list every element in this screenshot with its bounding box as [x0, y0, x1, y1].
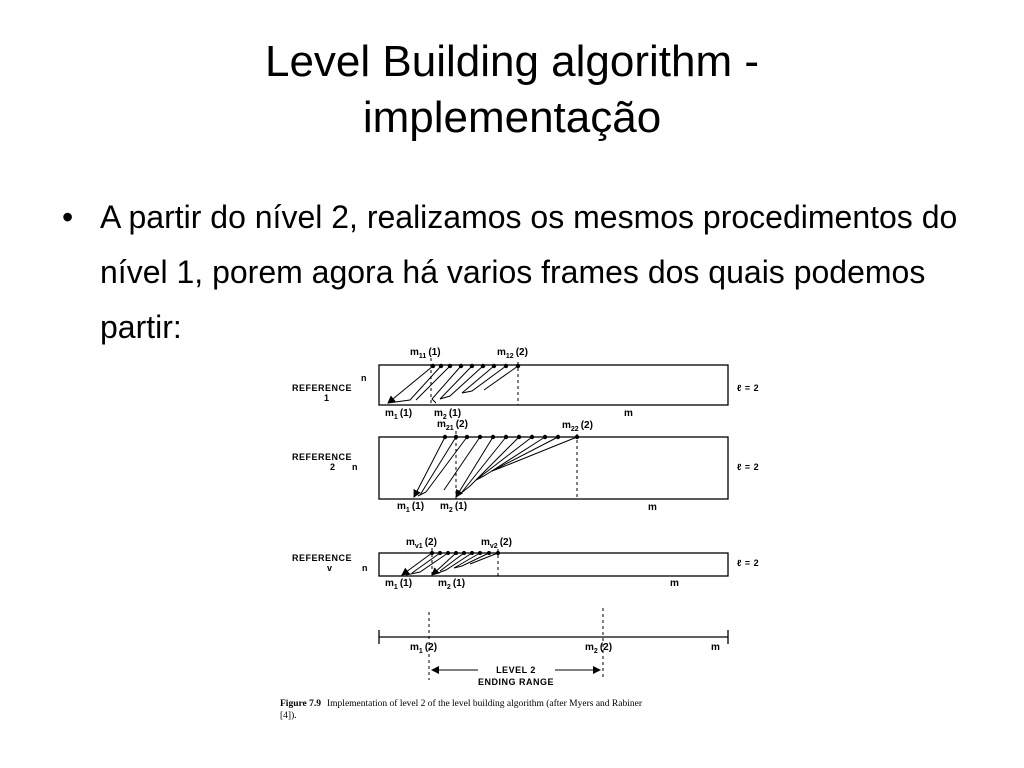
- reference-2-label-m2: $m_2$ (1): [440, 501, 468, 514]
- reference-1-label-m: m: [624, 408, 633, 419]
- range-label-line-1: LEVEL 2: [496, 665, 536, 675]
- reference-2-label: REFERENCE: [292, 452, 353, 462]
- reference-1-label-m2: $m_2$ (1): [434, 408, 462, 421]
- axis-label-m: m: [711, 642, 720, 653]
- reference-v-label: REFERENCE: [292, 553, 353, 563]
- axis-label-m1: $m_1$ (2): [410, 642, 438, 655]
- reference-v-label-m2: $m_2$ (1): [438, 578, 466, 591]
- figure-caption: [280, 698, 643, 721]
- reference-1-number: 1: [324, 393, 330, 403]
- reference-v-label-m1: $m_1$ (1): [385, 578, 413, 591]
- reference-v-label-m: m: [670, 578, 679, 589]
- slide-title-line-1: Level Building algorithm -: [264, 37, 760, 86]
- reference-v-label-mv2: $m_{v2}$ (2): [481, 537, 512, 550]
- axis-label-m2: $m_2$ (2): [585, 642, 613, 655]
- reference-1-paths: [388, 366, 518, 403]
- reference-2-n-label: n: [352, 462, 358, 472]
- reference-1-level-label: ℓ = 2: [737, 383, 760, 393]
- reference-2-label-m22: $m_{22}$ (2): [562, 420, 593, 433]
- ending-range-axis: [379, 608, 728, 687]
- reference-1-label-m11: $m_{11}$ (1): [410, 347, 441, 360]
- reference-v-label-mv1: $m_{v1}$ (2): [406, 537, 437, 550]
- reference-v-n-label: n: [362, 563, 368, 573]
- reference-1-label-m1: $m_1$ (1): [385, 408, 413, 421]
- reference-v-number: v: [327, 563, 333, 573]
- reference-2-level-label: ℓ = 2: [737, 462, 760, 472]
- slide-title-line-2: implementação: [362, 93, 662, 142]
- reference-1-n-label: n: [361, 373, 367, 383]
- reference-v-panel: [292, 537, 759, 591]
- reference-2-label-m21: $m_{21}$ (2): [437, 419, 468, 432]
- reference-v-level-label: ℓ = 2: [737, 558, 760, 568]
- reference-2-label-m1: $m_1$ (1): [397, 501, 425, 514]
- reference-1-label-m12: $m_{12}$ (2): [497, 347, 528, 360]
- bullet-item: • A partir do nível 2, realizamos os mesmos procedimentos do nível 1, porem agora há varios frames dos quais podemos partir:: [60, 190, 960, 355]
- caption-line-1: Figure 7.9 Implementation of level 2 of the level building algorithm (after Myers and Rabiner: [280, 699, 642, 709]
- reference-2-panel: [292, 419, 759, 514]
- reference-2-label-m: m: [648, 502, 657, 513]
- reference-v-paths: [402, 553, 498, 575]
- caption-line-2: [4]).: [280, 711, 297, 721]
- range-label-line-2: ENDING RANGE: [477, 677, 555, 687]
- reference-1-label: REFERENCE: [292, 383, 353, 393]
- reference-v-dots: [430, 551, 500, 555]
- reference-2-paths: [414, 437, 577, 497]
- reference-1-panel: [292, 347, 759, 421]
- reference-2-number: 2: [330, 462, 336, 472]
